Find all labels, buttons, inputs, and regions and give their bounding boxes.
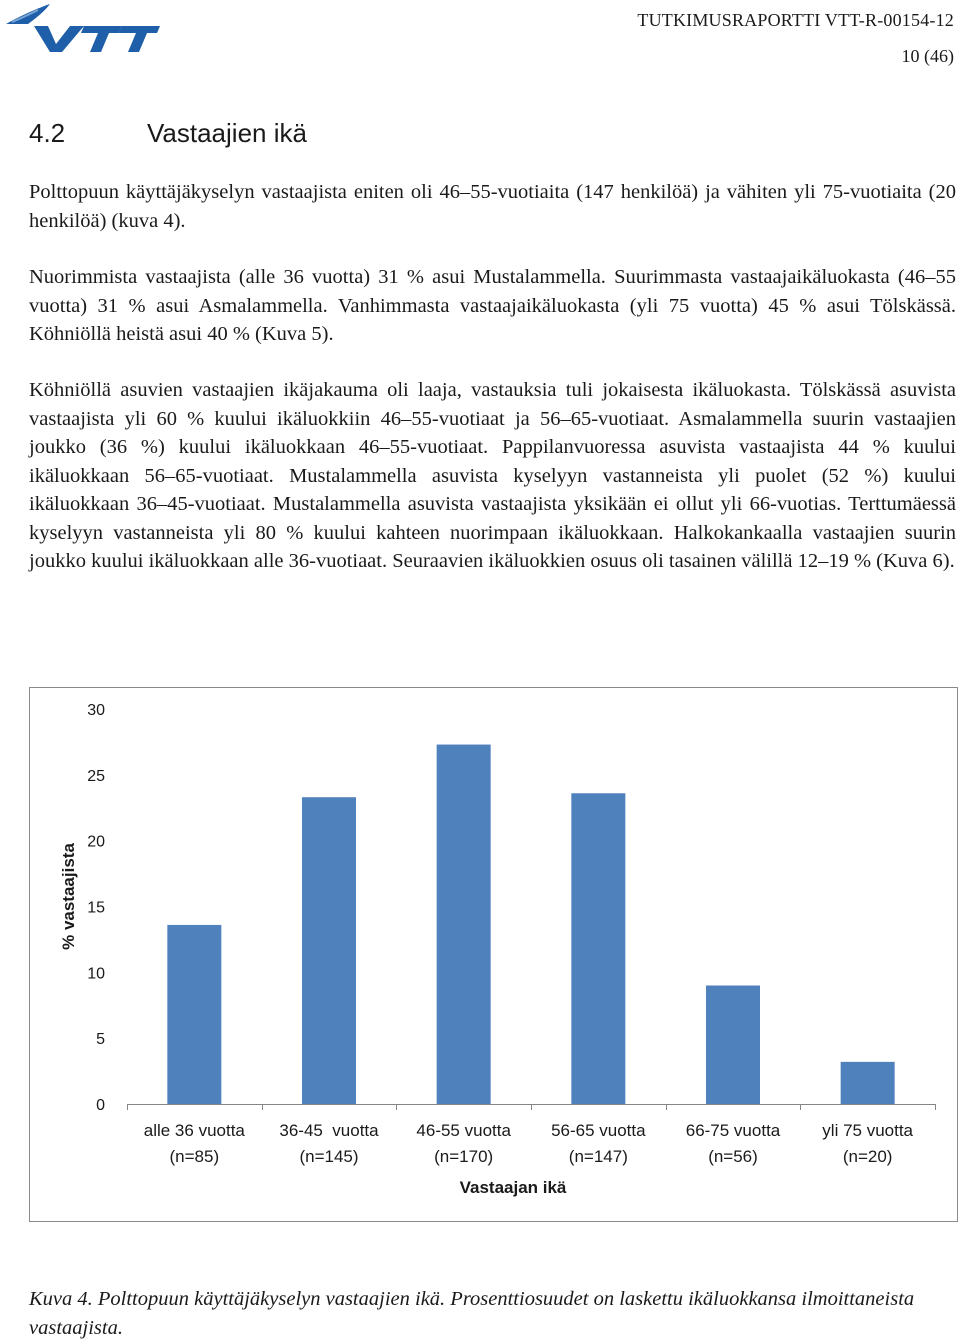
section-heading [29, 118, 307, 149]
y-tick-label: 30 [87, 702, 105, 719]
paragraph-2: Nuorimmista vastaajista (alle 36 vuotta) 31 % asui Mustalammella. Suurimmasta vastaajaikäluokasta (46–55 vuotta) 31 % asui Asmalammella. Vanhimmasta vastaajaikäluokasta (yli 75 vuotta) 45 % asui Tölskässä. Köhniöllä heistä asui 40 % (Kuva 5). [29, 266, 956, 345]
y-tick-label: 15 [87, 899, 105, 917]
figure-caption: Kuva 4. Polttopuun käyttäjäkyselyn vastaajien ikä. Prosenttiosuudet on laskettu ikäluokkansa ilmoittaneista vastaajista. [29, 1288, 915, 1339]
category-label-line: 56-65 vuotta [551, 1121, 646, 1140]
category-label-line: (n=20) [842, 1147, 893, 1166]
bar [302, 797, 356, 1104]
x-axis-title: Vastaajan ikä [459, 1178, 567, 1197]
bar [706, 986, 760, 1105]
category-label [279, 1121, 379, 1166]
category-label-line: (n=85) [169, 1147, 220, 1166]
y-axis-title: % vastaajista [59, 843, 78, 950]
page-number: 10 (46) [901, 46, 954, 66]
category-label-line: yli 75 vuotta [822, 1121, 914, 1140]
bar [167, 925, 221, 1104]
vtt-logo [4, 2, 160, 54]
logo-letter-v [34, 26, 84, 52]
paragraph-1: Polttopuun käyttäjäkyselyn vastaajista eniten oli 46–55-vuotiaita (147 henkilöä) ja vähiten yli 75-vuotiaita (20 henkilöä) (kuva 4). [29, 181, 956, 232]
category-label [822, 1121, 913, 1166]
bar [571, 793, 625, 1104]
category-label-line: (n=147) [568, 1147, 628, 1166]
y-tick-label: 5 [96, 1031, 105, 1049]
report-id: TUTKIMUSRAPORTTI VTT-R-00154-12 [637, 10, 954, 30]
chart-frame [29, 687, 958, 1222]
category-label-line: alle 36 vuotta [143, 1121, 245, 1140]
category-label-line: 36-45 vuotta [279, 1121, 379, 1140]
paragraph-3: Köhniöllä asuvien vastaajien ikäjakauma oli laaja, vastauksia tuli jokaisesta ikäluokasta. Tölskässä asuvista vastaajista yli 60 % kuului ikäluokkiin 46–55-vuotiaat ja 56–65-vuotiaat. Asmalammella suurin vastaajien joukko (36 %) kuului ikäluokkaan 46–55-vuotiaat. Pappilanvuoressa asuvista vastaajista 44 % kuului ikäluokkaan 56–65-vuotiaat. Mustalammella asuvista kyselyyn vastanneista yli puolet (52 %) kuului ikäluokkaan 36–45-vuotiaat. Mustalammella asuvista vastaajista yksikään ei ollut yli 66-vuotias. Terttumäessä kyselyyn vastanneista yli 80 % kuului kahteen nuorimpaan ikäluokkaan. Halkokankaalla vastaajien suurin joukko kuului ikäluokkaan alle 36-vuotiaat. Seuraavien ikäluokkien osuus oli tasainen välillä 12–19 % (Kuva 6). [29, 379, 956, 572]
category-label-line: 46-55 vuotta [416, 1121, 511, 1140]
category-label-line: (n=56) [708, 1147, 758, 1166]
y-tick-label: 10 [87, 965, 105, 983]
bars [167, 745, 894, 1104]
category-label [551, 1121, 646, 1166]
y-tick-label: 0 [96, 1097, 105, 1114]
category-label-line: (n=145) [299, 1147, 359, 1166]
age-bar-chart [30, 688, 957, 1221]
y-tick-label: 25 [87, 767, 105, 785]
category-label-line: (n=170) [434, 1147, 494, 1166]
category-labels [144, 1121, 914, 1166]
category-label [144, 1121, 246, 1166]
y-axis-ticks [87, 702, 105, 1114]
category-label [416, 1121, 511, 1166]
section-title: Vastaajien ikä [147, 118, 307, 148]
logo-letter-t1 [81, 26, 122, 52]
bar [841, 1062, 895, 1104]
logo-letter-t2 [119, 26, 160, 52]
y-tick-label: 20 [87, 833, 105, 851]
category-label-line: 66-75 vuotta [685, 1121, 781, 1140]
bar [437, 745, 491, 1104]
category-label [686, 1121, 781, 1166]
section-number: 4.2 [29, 118, 66, 148]
